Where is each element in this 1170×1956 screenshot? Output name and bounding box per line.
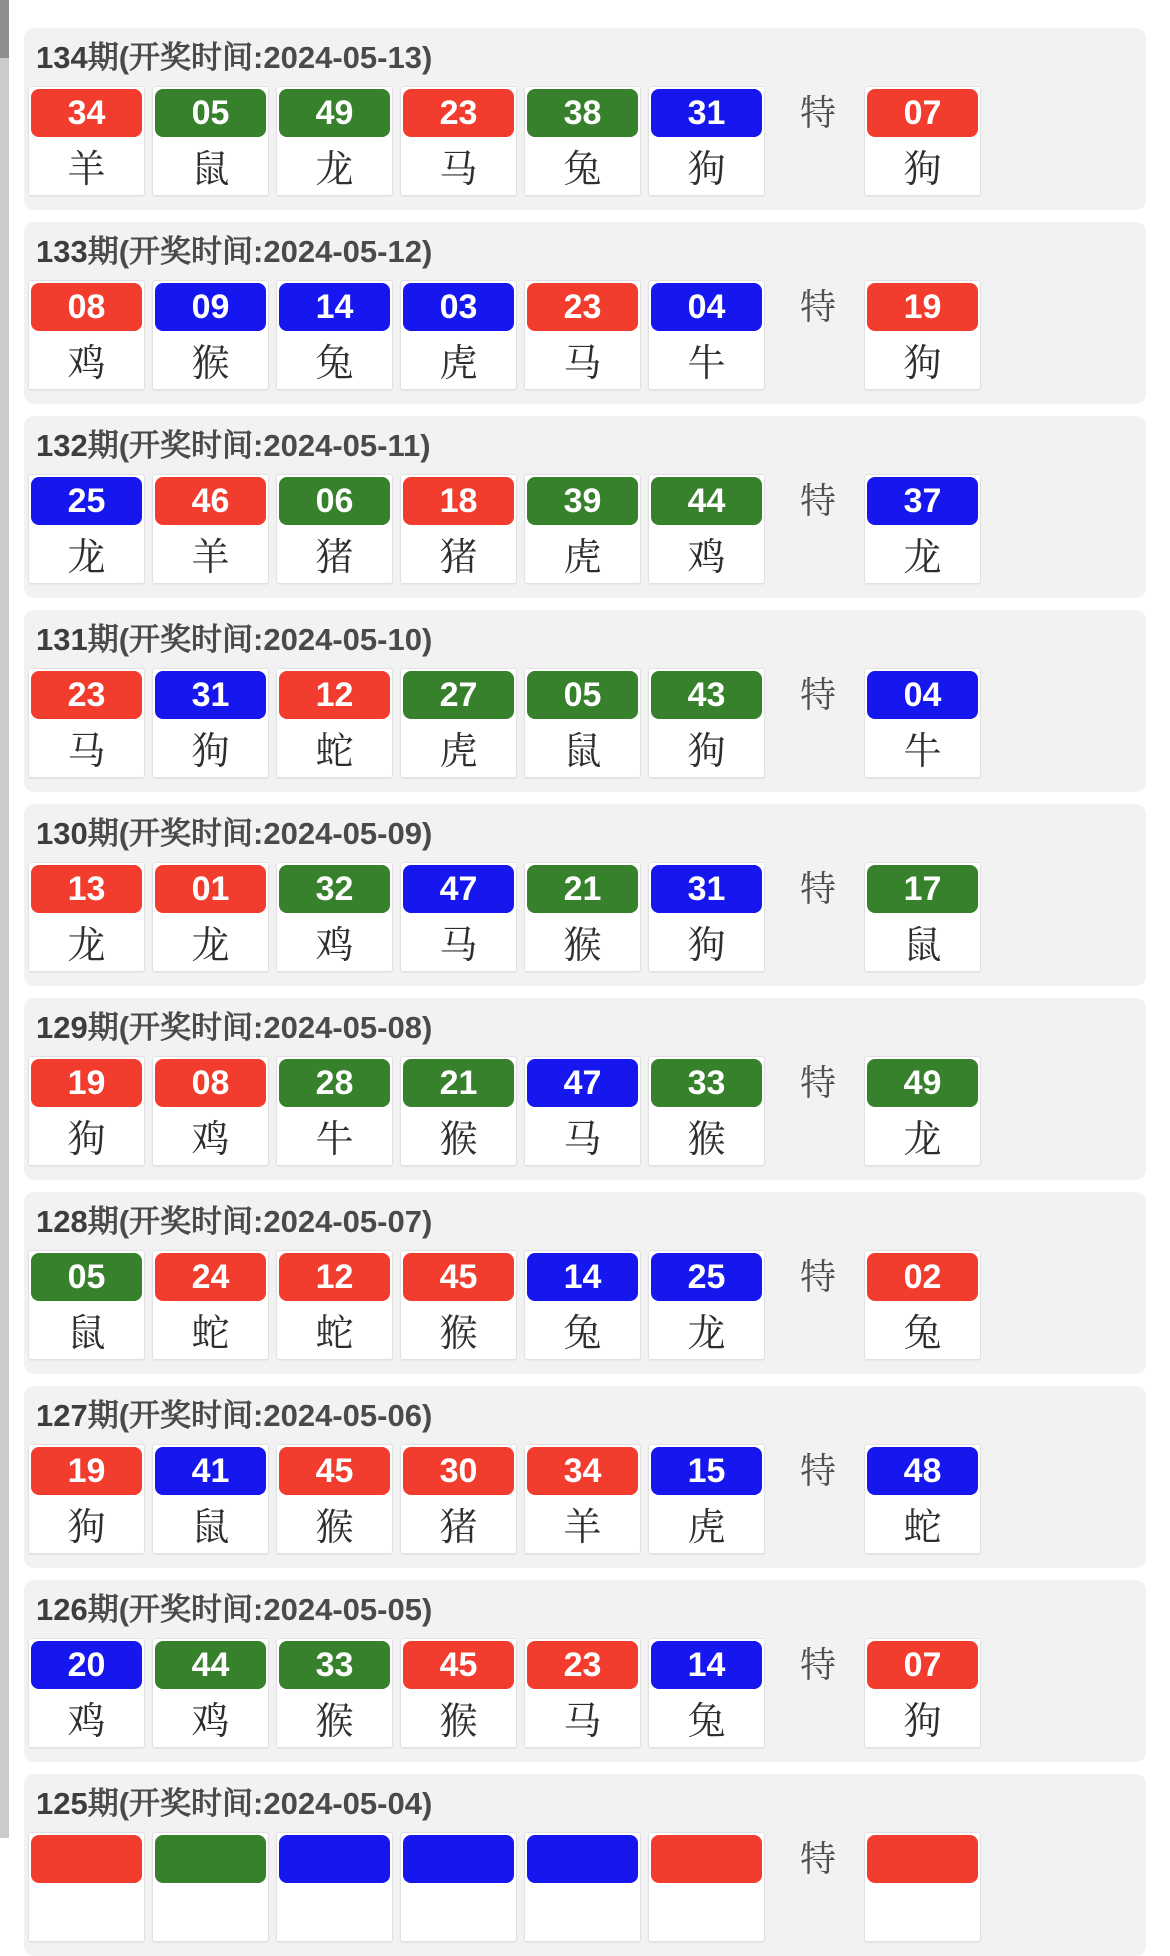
ball-number bbox=[279, 1835, 390, 1883]
ball-number: 04 bbox=[867, 671, 978, 719]
draw-round-section bbox=[24, 1192, 1146, 1374]
result-tile bbox=[524, 280, 641, 390]
zodiac-label bbox=[31, 1883, 142, 1939]
ball-number: 39 bbox=[527, 477, 638, 525]
round-period: 133 bbox=[36, 234, 88, 269]
round-header-suffix: ) bbox=[421, 816, 433, 851]
round-date: 2024-05-12 bbox=[263, 234, 422, 269]
result-tile bbox=[28, 862, 145, 972]
ball-number: 19 bbox=[31, 1447, 142, 1495]
ball-number bbox=[403, 1835, 514, 1883]
zodiac-label: 鸡 bbox=[315, 924, 354, 967]
zodiac-label bbox=[279, 1883, 390, 1939]
zodiac-label: 猪 bbox=[439, 536, 478, 579]
zodiac-label: 鼠 bbox=[191, 148, 230, 191]
result-tile bbox=[276, 668, 393, 778]
zodiac-label: 羊 bbox=[563, 1506, 602, 1549]
ball-number: 32 bbox=[279, 865, 390, 913]
result-tile bbox=[152, 1056, 269, 1166]
special-marker-label: 特 bbox=[799, 674, 836, 715]
special-marker-label: 特 bbox=[799, 1644, 836, 1685]
ball-number: 23 bbox=[403, 89, 514, 137]
round-header-suffix: ) bbox=[421, 1010, 433, 1045]
result-tiles-row bbox=[28, 862, 1146, 972]
result-tile bbox=[400, 86, 517, 196]
zodiac-label: 兔 bbox=[903, 1312, 942, 1355]
ball-number: 31 bbox=[155, 671, 266, 719]
result-tile bbox=[400, 1056, 517, 1166]
ball-number: 07 bbox=[867, 1641, 978, 1689]
zodiac-label: 鸡 bbox=[67, 1700, 106, 1743]
ball-number: 05 bbox=[31, 1253, 142, 1301]
zodiac-label bbox=[651, 1883, 762, 1939]
result-tile bbox=[152, 1638, 269, 1748]
ball-number: 09 bbox=[155, 283, 266, 331]
round-header-suffix: ) bbox=[420, 428, 431, 463]
round-header-suffix: ) bbox=[421, 1592, 433, 1627]
round-period: 129 bbox=[36, 1010, 88, 1045]
special-result-tile bbox=[864, 1638, 981, 1748]
result-tile bbox=[524, 1444, 641, 1554]
ball-number: 45 bbox=[279, 1447, 390, 1495]
result-tile bbox=[400, 280, 517, 390]
zodiac-label: 鼠 bbox=[563, 730, 602, 773]
ball-number: 25 bbox=[651, 1253, 762, 1301]
round-period: 131 bbox=[36, 622, 88, 657]
ball-number: 14 bbox=[279, 283, 390, 331]
ball-number: 08 bbox=[31, 283, 142, 331]
zodiac-label: 狗 bbox=[903, 342, 942, 385]
result-tile bbox=[524, 86, 641, 196]
ball-number: 01 bbox=[155, 865, 266, 913]
result-tile bbox=[276, 1832, 393, 1942]
round-header-label: 期(开奖时间: bbox=[87, 1204, 264, 1239]
ball-number: 27 bbox=[403, 671, 514, 719]
ball-number: 47 bbox=[403, 865, 514, 913]
round-header-suffix: ) bbox=[421, 234, 433, 269]
round-header bbox=[28, 424, 1146, 474]
result-tile bbox=[276, 280, 393, 390]
zodiac-label: 马 bbox=[563, 1118, 602, 1161]
ball-number: 23 bbox=[31, 671, 142, 719]
round-header-suffix: ) bbox=[421, 1398, 433, 1433]
round-period: 128 bbox=[36, 1204, 88, 1239]
ball-number: 04 bbox=[651, 283, 762, 331]
result-tile bbox=[648, 1444, 765, 1554]
ball-number: 08 bbox=[155, 1059, 266, 1107]
round-header-label: 期(开奖时间: bbox=[87, 1398, 264, 1433]
special-marker-label: 特 bbox=[799, 480, 836, 521]
zodiac-label: 虎 bbox=[439, 342, 478, 385]
zodiac-label: 羊 bbox=[191, 536, 230, 579]
zodiac-label: 虎 bbox=[563, 536, 602, 579]
zodiac-label: 兔 bbox=[687, 1700, 726, 1743]
zodiac-label: 牛 bbox=[315, 1118, 354, 1161]
zodiac-label: 狗 bbox=[67, 1506, 106, 1549]
draw-round-section bbox=[24, 1580, 1146, 1762]
round-header bbox=[28, 1200, 1146, 1250]
round-period: 126 bbox=[36, 1592, 88, 1627]
round-date: 2024-05-06 bbox=[263, 1398, 422, 1433]
ball-number: 47 bbox=[527, 1059, 638, 1107]
ball-number: 30 bbox=[403, 1447, 514, 1495]
ball-number: 15 bbox=[651, 1447, 762, 1495]
zodiac-label: 猪 bbox=[439, 1506, 478, 1549]
special-marker-label: 特 bbox=[799, 868, 836, 909]
round-header bbox=[28, 1782, 1146, 1832]
zodiac-label: 马 bbox=[439, 924, 478, 967]
round-date: 2024-05-04 bbox=[263, 1786, 422, 1821]
zodiac-label: 马 bbox=[563, 342, 602, 385]
result-tile bbox=[648, 280, 765, 390]
zodiac-label: 兔 bbox=[563, 148, 602, 191]
result-tile bbox=[400, 668, 517, 778]
result-tile bbox=[648, 86, 765, 196]
draw-round-section bbox=[24, 1774, 1146, 1956]
zodiac-label bbox=[403, 1883, 514, 1939]
result-tile bbox=[28, 1056, 145, 1166]
result-tile bbox=[524, 474, 641, 584]
ball-number: 12 bbox=[279, 671, 390, 719]
ball-number: 37 bbox=[867, 477, 978, 525]
ball-number: 06 bbox=[279, 477, 390, 525]
scrollbar-thumb[interactable] bbox=[0, 0, 9, 58]
zodiac-label: 狗 bbox=[67, 1118, 106, 1161]
ball-number: 21 bbox=[527, 865, 638, 913]
scrollbar-track[interactable] bbox=[0, 0, 9, 1838]
result-tile bbox=[28, 1444, 145, 1554]
ball-number: 14 bbox=[651, 1641, 762, 1689]
result-tile bbox=[276, 1056, 393, 1166]
round-date: 2024-05-08 bbox=[263, 1010, 422, 1045]
ball-number: 31 bbox=[651, 865, 762, 913]
result-tile bbox=[524, 1832, 641, 1942]
result-tile bbox=[648, 474, 765, 584]
zodiac-label: 狗 bbox=[687, 148, 726, 191]
ball-number: 07 bbox=[867, 89, 978, 137]
draw-round-section bbox=[24, 416, 1146, 598]
round-header-label: 期(开奖时间: bbox=[87, 622, 264, 657]
ball-number: 05 bbox=[155, 89, 266, 137]
zodiac-label: 鸡 bbox=[687, 536, 726, 579]
zodiac-label: 鸡 bbox=[191, 1700, 230, 1743]
ball-number: 48 bbox=[867, 1447, 978, 1495]
result-tile bbox=[276, 474, 393, 584]
special-result-tile bbox=[864, 280, 981, 390]
zodiac-label: 龙 bbox=[687, 1312, 726, 1355]
draw-round-section bbox=[24, 610, 1146, 792]
round-header bbox=[28, 36, 1146, 86]
zodiac-label: 狗 bbox=[687, 730, 726, 773]
zodiac-label: 马 bbox=[563, 1700, 602, 1743]
special-result-tile bbox=[864, 668, 981, 778]
round-period: 125 bbox=[36, 1786, 88, 1821]
result-tiles-row bbox=[28, 1056, 1146, 1166]
special-marker-label: 特 bbox=[799, 1062, 836, 1103]
result-tile bbox=[152, 668, 269, 778]
zodiac-label: 龙 bbox=[67, 924, 106, 967]
special-marker-label: 特 bbox=[799, 1256, 836, 1297]
special-marker-label: 特 bbox=[799, 1838, 836, 1879]
ball-number bbox=[651, 1835, 762, 1883]
round-header bbox=[28, 1006, 1146, 1056]
zodiac-label: 龙 bbox=[67, 536, 106, 579]
ball-number bbox=[31, 1835, 142, 1883]
result-tile bbox=[400, 1638, 517, 1748]
result-tiles-row bbox=[28, 280, 1146, 390]
result-tile bbox=[28, 1638, 145, 1748]
result-tile bbox=[400, 474, 517, 584]
special-marker-label: 特 bbox=[799, 286, 836, 327]
ball-number: 17 bbox=[867, 865, 978, 913]
zodiac-label: 鸡 bbox=[67, 342, 106, 385]
result-tile bbox=[152, 1832, 269, 1942]
result-tile bbox=[400, 1250, 517, 1360]
zodiac-label: 虎 bbox=[439, 730, 478, 773]
draw-round-section bbox=[24, 28, 1146, 210]
zodiac-label: 牛 bbox=[903, 730, 942, 773]
zodiac-label: 牛 bbox=[687, 342, 726, 385]
ball-number: 20 bbox=[31, 1641, 142, 1689]
round-header-suffix: ) bbox=[421, 1204, 433, 1239]
zodiac-label: 鼠 bbox=[191, 1506, 230, 1549]
result-tile bbox=[28, 1832, 145, 1942]
zodiac-label: 猴 bbox=[439, 1312, 478, 1355]
round-date: 2024-05-13 bbox=[263, 40, 422, 75]
result-tiles-row bbox=[28, 1832, 1146, 1942]
result-tile bbox=[276, 862, 393, 972]
round-date: 2024-05-07 bbox=[263, 1204, 422, 1239]
draw-round-section bbox=[24, 998, 1146, 1180]
result-tile bbox=[524, 1056, 641, 1166]
zodiac-label bbox=[155, 1883, 266, 1939]
special-result-tile bbox=[864, 474, 981, 584]
round-period: 134 bbox=[36, 40, 88, 75]
ball-number bbox=[867, 1835, 978, 1883]
ball-number: 13 bbox=[31, 865, 142, 913]
result-tiles-row bbox=[28, 474, 1146, 584]
zodiac-label: 猴 bbox=[687, 1118, 726, 1161]
result-tile bbox=[400, 1832, 517, 1942]
ball-number: 45 bbox=[403, 1253, 514, 1301]
zodiac-label: 狗 bbox=[903, 148, 942, 191]
zodiac-label: 虎 bbox=[687, 1506, 726, 1549]
ball-number: 45 bbox=[403, 1641, 514, 1689]
zodiac-label: 猪 bbox=[315, 536, 354, 579]
result-tile bbox=[276, 1444, 393, 1554]
ball-number: 44 bbox=[155, 1641, 266, 1689]
rounds-list bbox=[0, 28, 1170, 1956]
round-header bbox=[28, 1394, 1146, 1444]
result-tile bbox=[28, 474, 145, 584]
result-tile bbox=[648, 1056, 765, 1166]
round-header-label: 期(开奖时间: bbox=[87, 1010, 264, 1045]
ball-number: 49 bbox=[867, 1059, 978, 1107]
round-header-suffix: ) bbox=[421, 1786, 433, 1821]
zodiac-label: 羊 bbox=[67, 148, 106, 191]
result-tile bbox=[152, 86, 269, 196]
result-tiles-row bbox=[28, 86, 1146, 196]
ball-number: 34 bbox=[527, 1447, 638, 1495]
zodiac-label: 猴 bbox=[315, 1506, 354, 1549]
result-tile bbox=[648, 668, 765, 778]
ball-number: 21 bbox=[403, 1059, 514, 1107]
ball-number: 43 bbox=[651, 671, 762, 719]
ball-number: 23 bbox=[527, 283, 638, 331]
zodiac-label: 马 bbox=[439, 148, 478, 191]
zodiac-label: 鼠 bbox=[903, 924, 942, 967]
round-period: 132 bbox=[36, 428, 88, 463]
ball-number: 25 bbox=[31, 477, 142, 525]
round-header-label: 期(开奖时间: bbox=[87, 816, 264, 851]
draw-round-section bbox=[24, 222, 1146, 404]
zodiac-label: 狗 bbox=[191, 730, 230, 773]
special-result-tile bbox=[864, 1832, 981, 1942]
ball-number: 38 bbox=[527, 89, 638, 137]
round-header-label: 期(开奖时间: bbox=[87, 428, 264, 463]
ball-number: 23 bbox=[527, 1641, 638, 1689]
ball-number: 44 bbox=[651, 477, 762, 525]
result-tile bbox=[28, 668, 145, 778]
round-header-suffix: ) bbox=[421, 40, 433, 75]
zodiac-label: 龙 bbox=[315, 148, 354, 191]
ball-number: 12 bbox=[279, 1253, 390, 1301]
ball-number: 14 bbox=[527, 1253, 638, 1301]
special-result-tile bbox=[864, 862, 981, 972]
ball-number: 33 bbox=[279, 1641, 390, 1689]
result-tile bbox=[152, 862, 269, 972]
round-header-label: 期(开奖时间: bbox=[87, 1592, 264, 1627]
result-tile bbox=[400, 862, 517, 972]
result-tiles-row bbox=[28, 1250, 1146, 1360]
round-date: 2024-05-09 bbox=[263, 816, 422, 851]
result-tiles-row bbox=[28, 1444, 1146, 1554]
zodiac-label: 龙 bbox=[903, 1118, 942, 1161]
ball-number: 05 bbox=[527, 671, 638, 719]
ball-number: 31 bbox=[651, 89, 762, 137]
zodiac-label: 兔 bbox=[315, 342, 354, 385]
special-marker-label: 特 bbox=[799, 1450, 836, 1491]
result-tile bbox=[28, 86, 145, 196]
result-tile bbox=[524, 1250, 641, 1360]
zodiac-label bbox=[867, 1883, 978, 1939]
special-result-tile bbox=[864, 86, 981, 196]
result-tile bbox=[648, 1638, 765, 1748]
result-tile bbox=[276, 86, 393, 196]
ball-number: 24 bbox=[155, 1253, 266, 1301]
zodiac-label: 蛇 bbox=[191, 1312, 230, 1355]
zodiac-label: 狗 bbox=[903, 1700, 942, 1743]
result-tile bbox=[524, 862, 641, 972]
result-tile bbox=[152, 280, 269, 390]
ball-number: 34 bbox=[31, 89, 142, 137]
special-marker-label: 特 bbox=[799, 92, 836, 133]
special-result-tile bbox=[864, 1444, 981, 1554]
draw-round-section bbox=[24, 804, 1146, 986]
zodiac-label: 鸡 bbox=[191, 1118, 230, 1161]
zodiac-label bbox=[527, 1883, 638, 1939]
zodiac-label: 鼠 bbox=[67, 1312, 106, 1355]
zodiac-label: 猴 bbox=[439, 1118, 478, 1161]
ball-number: 33 bbox=[651, 1059, 762, 1107]
zodiac-label: 龙 bbox=[191, 924, 230, 967]
ball-number: 19 bbox=[31, 1059, 142, 1107]
result-tile bbox=[400, 1444, 517, 1554]
special-result-tile bbox=[864, 1056, 981, 1166]
result-tile bbox=[28, 280, 145, 390]
zodiac-label: 马 bbox=[67, 730, 106, 773]
ball-number bbox=[155, 1835, 266, 1883]
ball-number: 19 bbox=[867, 283, 978, 331]
round-header-label: 期(开奖时间: bbox=[87, 1786, 264, 1821]
zodiac-label: 蛇 bbox=[315, 730, 354, 773]
result-tile bbox=[276, 1638, 393, 1748]
round-date: 2024-05-10 bbox=[263, 622, 422, 657]
special-result-tile bbox=[864, 1250, 981, 1360]
ball-number: 18 bbox=[403, 477, 514, 525]
result-tile bbox=[524, 668, 641, 778]
zodiac-label: 龙 bbox=[903, 536, 942, 579]
result-tile bbox=[648, 1832, 765, 1942]
round-header-label: 期(开奖时间: bbox=[87, 40, 264, 75]
result-tile bbox=[648, 862, 765, 972]
zodiac-label: 兔 bbox=[563, 1312, 602, 1355]
round-header-label: 期(开奖时间: bbox=[87, 234, 264, 269]
zodiac-label: 猴 bbox=[563, 924, 602, 967]
ball-number: 28 bbox=[279, 1059, 390, 1107]
round-header bbox=[28, 1588, 1146, 1638]
result-tile bbox=[152, 474, 269, 584]
zodiac-label: 蛇 bbox=[903, 1506, 942, 1549]
ball-number bbox=[527, 1835, 638, 1883]
round-header bbox=[28, 812, 1146, 862]
result-tile bbox=[152, 1444, 269, 1554]
zodiac-label: 蛇 bbox=[315, 1312, 354, 1355]
round-header bbox=[28, 230, 1146, 280]
ball-number: 41 bbox=[155, 1447, 266, 1495]
ball-number: 02 bbox=[867, 1253, 978, 1301]
zodiac-label: 猴 bbox=[439, 1700, 478, 1743]
round-date: 2024-05-11 bbox=[263, 428, 421, 463]
result-tile bbox=[524, 1638, 641, 1748]
result-tiles-row bbox=[28, 1638, 1146, 1748]
zodiac-label: 猴 bbox=[315, 1700, 354, 1743]
result-tile bbox=[28, 1250, 145, 1360]
ball-number: 49 bbox=[279, 89, 390, 137]
round-period: 127 bbox=[36, 1398, 88, 1433]
round-header bbox=[28, 618, 1146, 668]
result-tile bbox=[152, 1250, 269, 1360]
zodiac-label: 猴 bbox=[191, 342, 230, 385]
result-tile bbox=[648, 1250, 765, 1360]
result-tiles-row bbox=[28, 668, 1146, 778]
draw-round-section bbox=[24, 1386, 1146, 1568]
round-period: 130 bbox=[36, 816, 88, 851]
result-tile bbox=[276, 1250, 393, 1360]
round-date: 2024-05-05 bbox=[263, 1592, 422, 1627]
zodiac-label: 狗 bbox=[687, 924, 726, 967]
round-header-suffix: ) bbox=[421, 622, 433, 657]
ball-number: 46 bbox=[155, 477, 266, 525]
ball-number: 03 bbox=[403, 283, 514, 331]
